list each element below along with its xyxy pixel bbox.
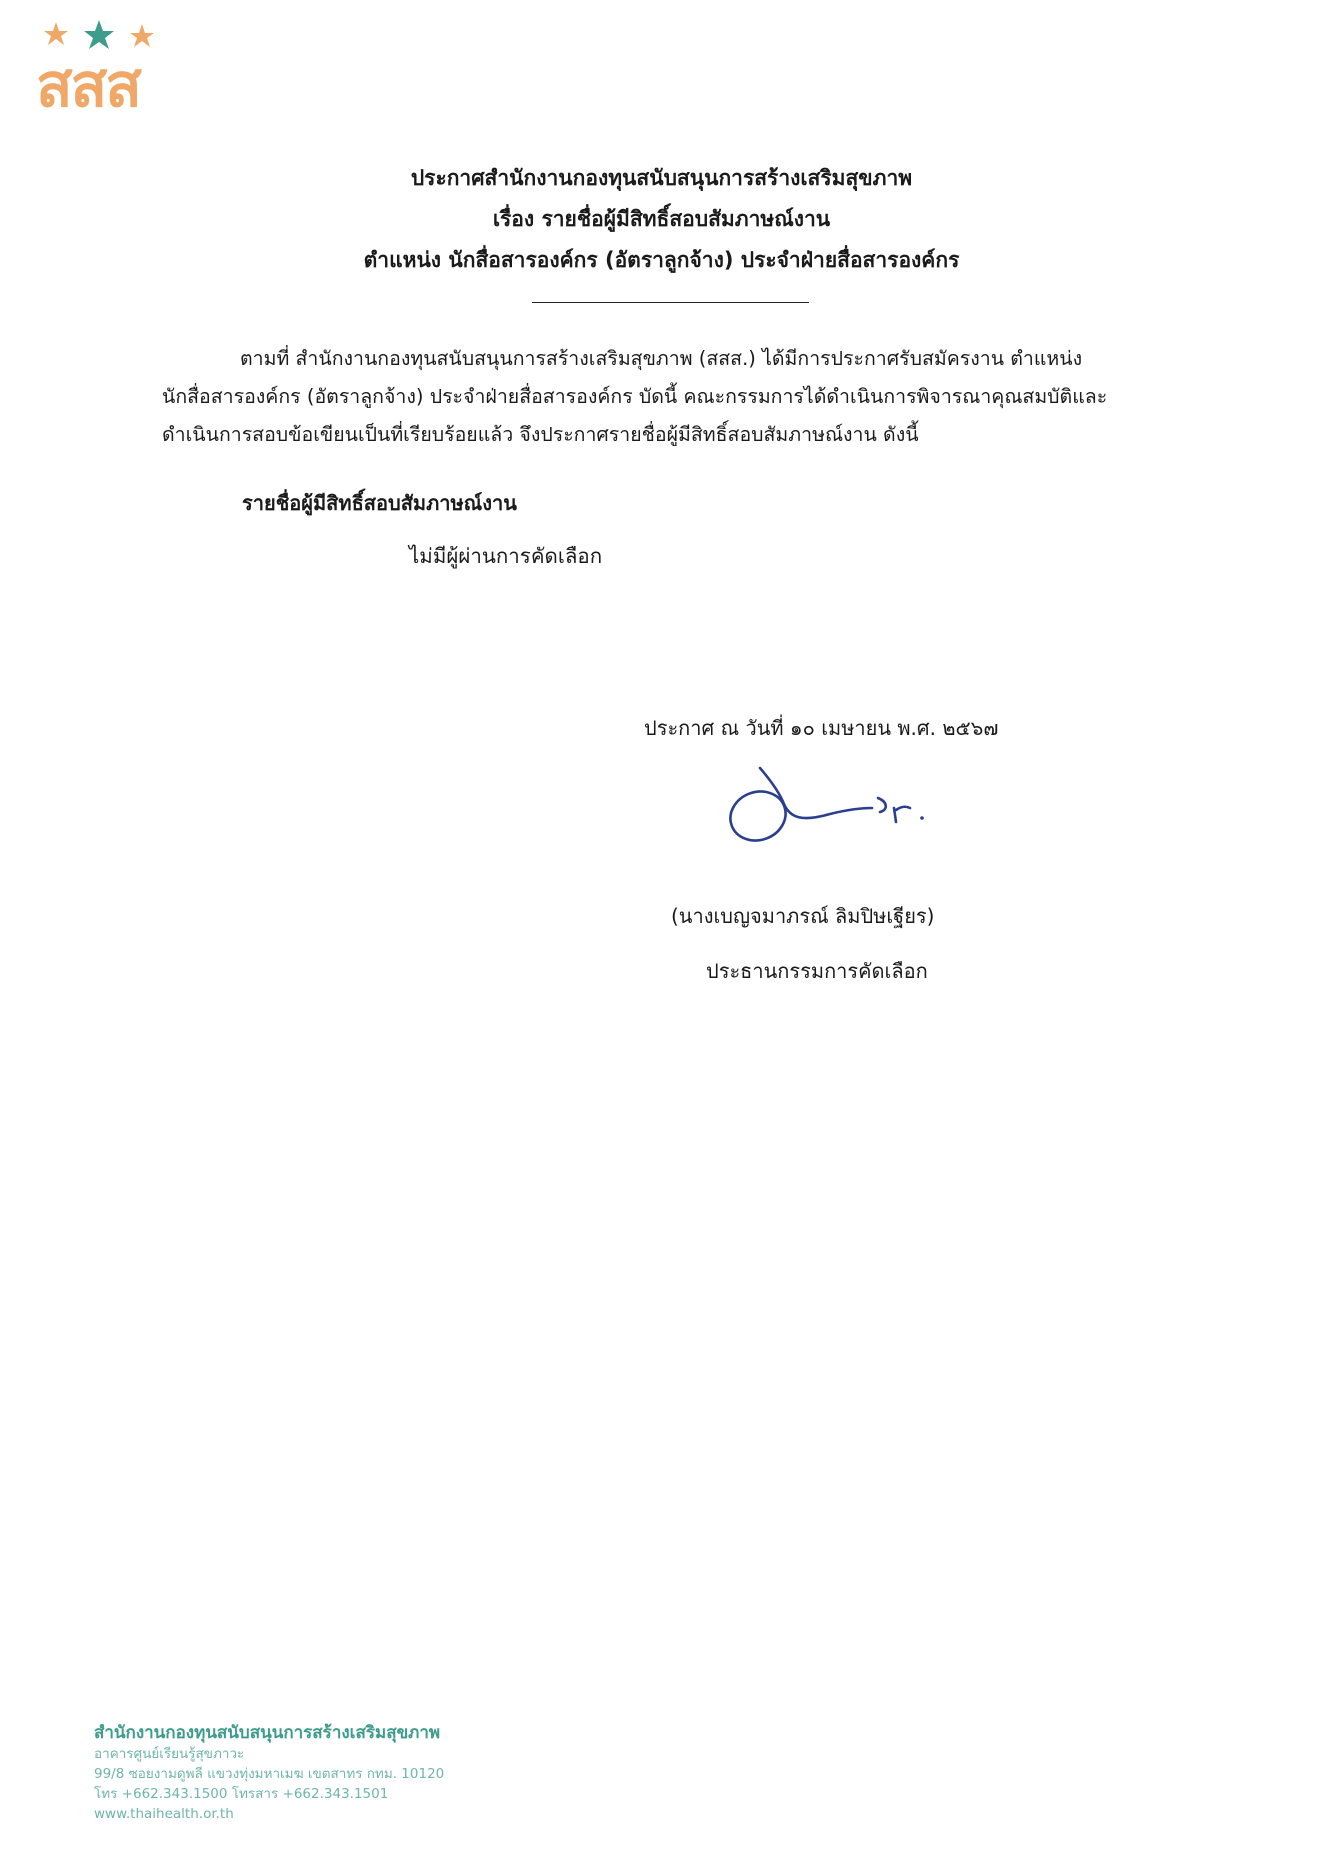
title-line-2: เรื่อง รายชื่อผู้มีสิทธิ์สอบสัมภาษณ์งาน xyxy=(492,207,831,231)
list-item: ไม่มีผู้ผ่านการคัดเลือก xyxy=(409,544,603,568)
title-line-1: ประกาศสำนักงานกองทุนสนับสนุนการสร้างเสริมสุขภาพ xyxy=(410,166,913,190)
logo-wordmark: สสส xyxy=(36,51,140,121)
list-heading: รายชื่อผู้มีสิทธิ์สอบสัมภาษณ์งาน xyxy=(242,491,517,515)
body-line-1: ตามที่ สำนักงานกองทุนสนับสนุนการสร้างเสริมสุขภาพ (สสส.) ได้มีการประกาศรับสมัครงาน ตำแหน่ง xyxy=(240,347,1083,370)
body-line-2: นักสื่อสารองค์กร (อัตราลูกจ้าง) ประจำฝ่ายสื่อสารองค์กร บัดนี้ คณะกรรมการได้ดำเนินการพิจารณาคุณสมบัติและ xyxy=(162,385,1108,408)
footer-street: 99/8 ซอยงามดูพลี แขวงทุ่งมหาเมฆ เขตสาทร กทม. 10120 xyxy=(94,1766,445,1782)
footer-org-name: สำนักงานกองทุนสนับสนุนการสร้างเสริมสุขภาพ xyxy=(94,1723,441,1743)
footer-address xyxy=(94,1722,444,1824)
title-divider xyxy=(532,302,809,303)
handwritten-signature xyxy=(720,758,930,858)
footer-website[interactable]: www.thaihealth.or.th xyxy=(94,1806,234,1822)
announcement-title xyxy=(0,158,1323,281)
body-line-3: ดำเนินการสอบข้อเขียนเป็นที่เรียบร้อยแล้ว จึงประกาศรายชื่อผู้มีสิทธิ์สอบสัมภาษณ์งาน ดังนี้ xyxy=(162,423,919,446)
footer-phone: โทร +662.343.1500 โทรสาร +662.343.1501 xyxy=(94,1786,389,1802)
signer-title: ประธานกรรมการคัดเลือก xyxy=(706,959,928,983)
body-paragraph xyxy=(162,340,1172,454)
thaihealth-logo xyxy=(36,18,206,128)
footer-building: อาคารศูนย์เรียนรู้สุขภาวะ xyxy=(94,1746,245,1762)
title-line-3: ตำแหน่ง นักสื่อสารองค์กร (อัตราลูกจ้าง) ประจำฝ่ายสื่อสารองค์กร xyxy=(363,248,960,272)
signer-name: (นางเบญจมาภรณ์ ลิมปิษเฐียร) xyxy=(671,904,935,928)
announcement-date: ประกาศ ณ วันที่ ๑๐ เมษายน พ.ศ. ๒๕๖๗ xyxy=(644,716,999,740)
